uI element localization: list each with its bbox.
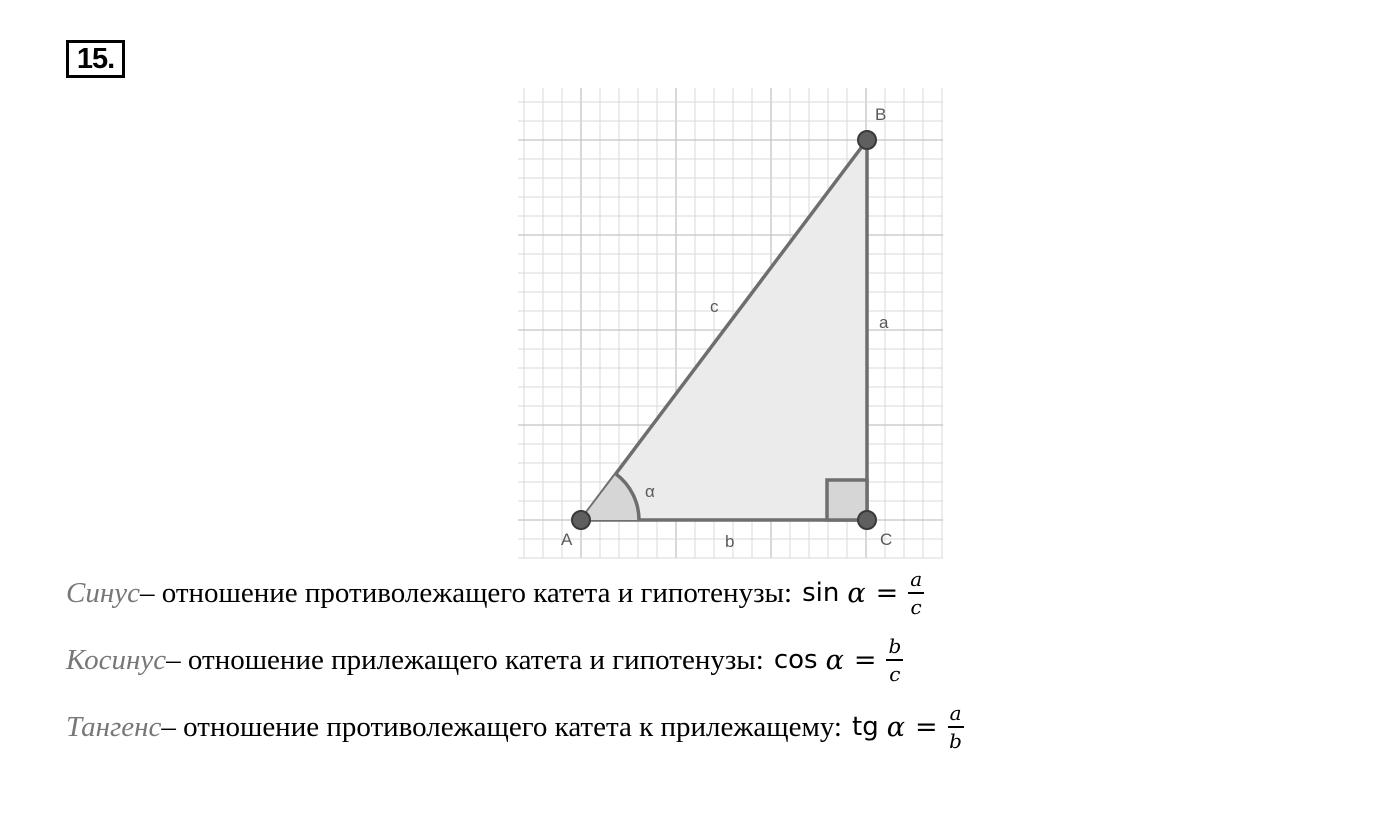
fn-sin: sin (802, 578, 840, 608)
vertex-label-c: C (880, 530, 893, 549)
equals-sign: = (875, 577, 899, 609)
definition-cosine (66, 630, 903, 690)
denominator: c (889, 662, 901, 686)
fraction-cosine (886, 636, 903, 684)
problem-number: 15. (66, 40, 125, 78)
alpha-symbol: α (825, 644, 844, 676)
vertex-label-a: A (561, 530, 573, 549)
term-tangent: Тангенс (66, 710, 162, 743)
alpha-symbol: α (847, 577, 866, 609)
definition-sine-text: – отношение противолежащего катета и гипотенузы: (139, 576, 793, 609)
definition-tangent-text: – отношение противолежащего катета к прилежащему: (161, 710, 842, 743)
term-cosine: Косинус (66, 643, 167, 676)
formula-sine (802, 569, 924, 617)
fraction-tangent (948, 703, 964, 751)
triangle-diagram (518, 88, 948, 560)
numerator: a (948, 703, 964, 728)
side-label-a: a (879, 313, 889, 332)
definition-cosine-text: – отношение прилежащего катета и гипотенузы: (166, 643, 764, 676)
numerator: a (908, 569, 924, 594)
definition-sine (66, 563, 924, 623)
vertex-label-b: B (875, 105, 887, 124)
side-label-c: c (710, 297, 719, 316)
alpha-symbol: α (886, 711, 905, 743)
side-label-b: b (725, 532, 735, 551)
equals-sign: = (853, 644, 877, 676)
triangle-figure (518, 88, 948, 565)
numerator: b (886, 636, 903, 661)
point-c[interactable] (858, 511, 876, 529)
definition-tangent (66, 697, 964, 757)
equals-sign: = (914, 711, 938, 743)
point-a[interactable] (572, 511, 590, 529)
angle-label-alpha: α (645, 482, 655, 501)
fn-cos: cos (773, 645, 818, 675)
point-b[interactable] (858, 131, 876, 149)
denominator: c (910, 595, 922, 619)
fn-tg: tg (852, 712, 879, 742)
formula-tangent (852, 703, 964, 751)
fraction-sine (908, 569, 924, 617)
formula-cosine (774, 636, 903, 684)
term-sine: Синус (66, 576, 140, 609)
denominator: b (949, 729, 962, 753)
